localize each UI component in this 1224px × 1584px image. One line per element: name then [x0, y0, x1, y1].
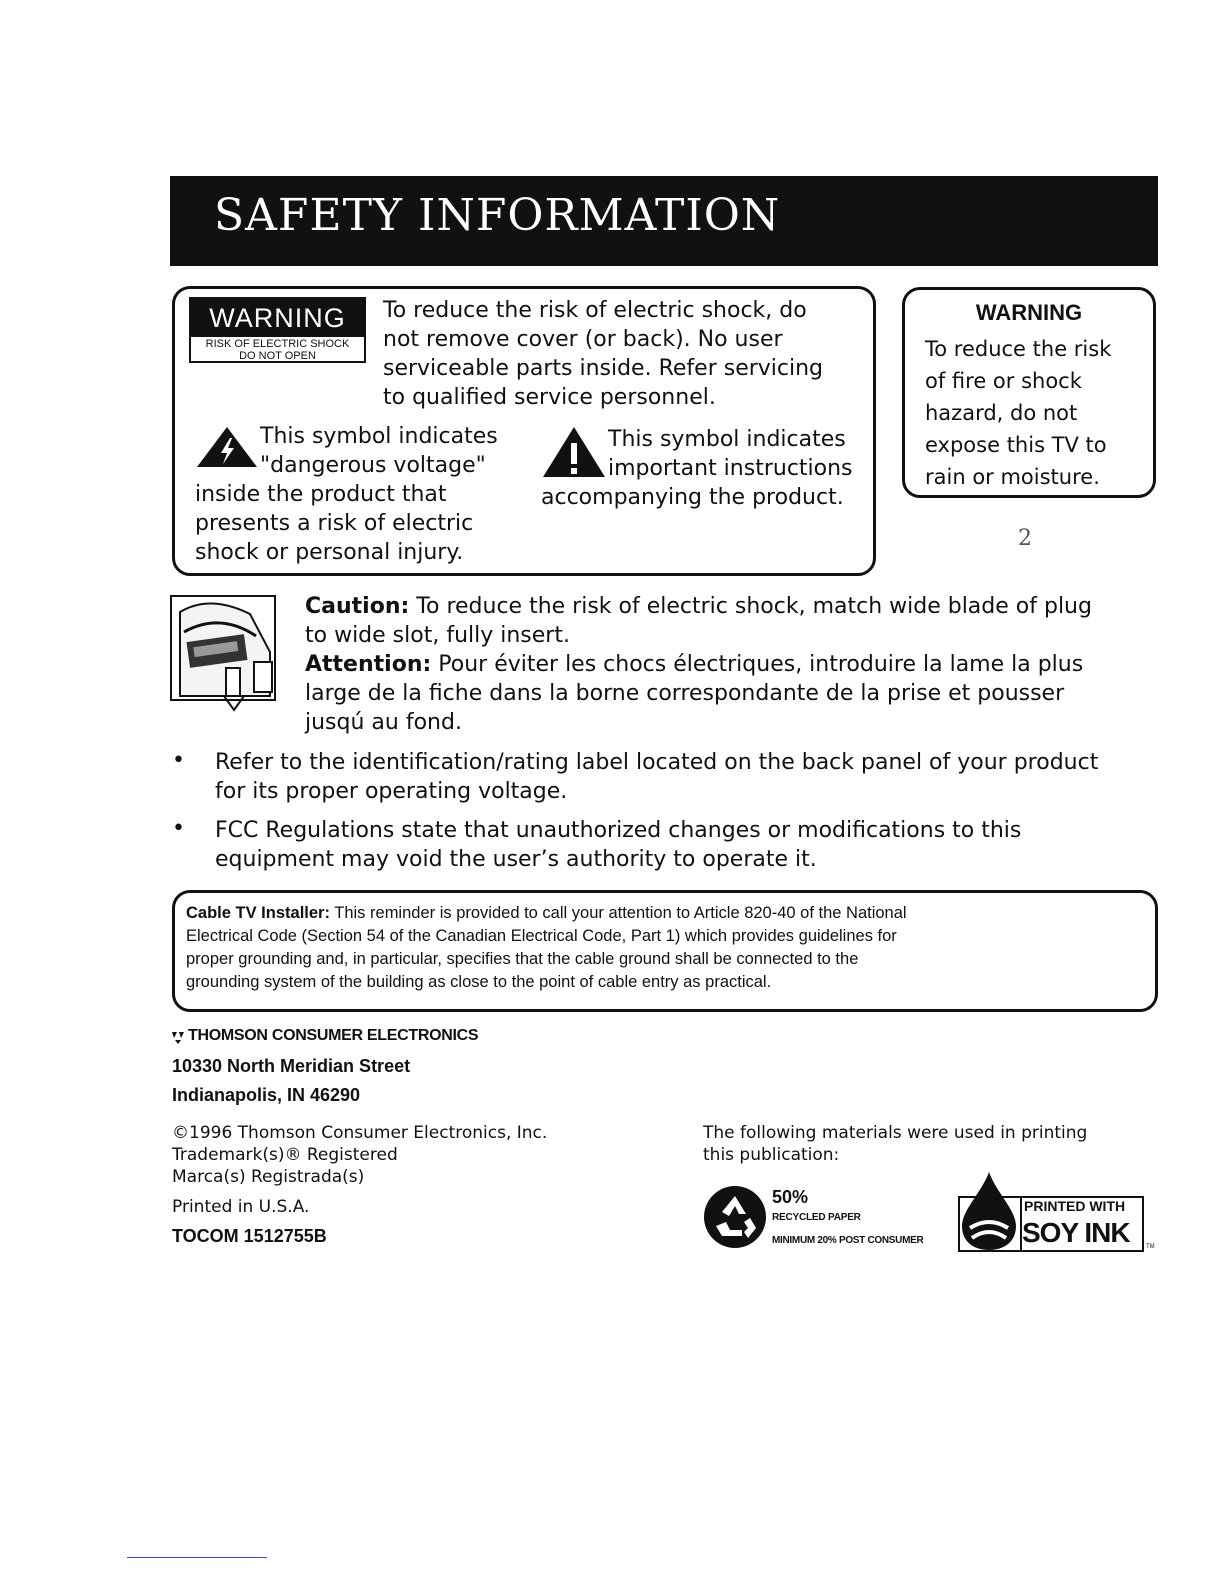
bullet-text: FCC Regulations state that unauthorized changes or modifications to this: [215, 818, 1022, 843]
soy-trademark: TM: [1146, 1244, 1155, 1250]
attention-label: Attention:: [305, 652, 432, 677]
voltage-symbol-line: inside the product that: [195, 482, 447, 507]
voltage-symbol-line: shock or personal injury.: [195, 540, 464, 565]
caution-text: to wide slot, fully insert.: [305, 623, 570, 648]
voltage-symbol-line: presents a risk of electric: [195, 511, 474, 536]
side-warning-line: hazard, do not: [925, 401, 1078, 425]
bullet-text: equipment may void the user’s authority to operate it.: [215, 847, 817, 872]
bottom-rule: [127, 1557, 267, 1558]
polarized-plug-icon: [170, 592, 294, 712]
recycled-minimum-label: MINIMUM 20% POST CONSUMER: [772, 1235, 924, 1246]
caution-block: [305, 592, 1092, 737]
cable-installer-line: proper grounding and, in particular, specifies that the cable ground shall be connected to the: [186, 950, 859, 968]
warning-label-line1: RISK OF ELECTRIC SHOCK: [205, 338, 350, 350]
recycled-paper-label: RECYCLED PAPER: [772, 1212, 861, 1223]
company-street: 10330 North Meridian Street: [172, 1056, 411, 1076]
side-warning-line: expose this TV to: [925, 433, 1107, 457]
soy-ink-drop-icon: [956, 1170, 1022, 1252]
caution-text: To reduce the risk of electric shock, match wide blade of plug: [416, 594, 1092, 619]
company-name: THOMSON CONSUMER ELECTRONICS: [188, 1027, 479, 1044]
printed-in-text: Printed in U.S.A.: [172, 1197, 310, 1217]
warning-label-title: WARNING: [191, 299, 364, 337]
exclamation-icon: [542, 426, 606, 478]
cable-installer-line: grounding system of the building as close to the point of cable entry as practical.: [186, 973, 772, 991]
instructions-symbol-line: accompanying the product.: [541, 485, 844, 510]
warning-text: [383, 296, 823, 412]
warning-text-line: not remove cover (or back). No user: [383, 327, 783, 352]
page-mark: 2: [1018, 526, 1032, 551]
warning-label: [189, 297, 366, 363]
recycled-percent: 50%: [772, 1187, 809, 1207]
cable-installer-line: Electrical Code (Section 54 of the Canadian Electrical Code, Part 1) which provides guidelines for: [186, 927, 897, 945]
materials-line: this publication:: [703, 1145, 840, 1165]
materials-line: The following materials were used in printing: [703, 1123, 1088, 1143]
side-warning-line: rain or moisture.: [925, 465, 1100, 489]
attention-text: large de la fiche dans la borne correspondante de la prise et pousser: [305, 681, 1065, 706]
trademark-text: Trademark(s)® Registered: [172, 1145, 398, 1165]
caution-label: Caution:: [305, 594, 410, 619]
bullet-text: Refer to the identification/rating label located on the back panel of your product: [215, 750, 1099, 775]
company-address: [172, 1052, 410, 1110]
company-city: Indianapolis, IN 46290: [172, 1085, 361, 1105]
soy-ink-label: SOY INK: [1022, 1217, 1130, 1248]
warning-text-line: To reduce the risk of electric shock, do: [383, 298, 807, 323]
marca-text: Marca(s) Registrada(s): [172, 1167, 365, 1187]
voltage-symbol-text-a: [260, 422, 498, 480]
bullet-item: [215, 816, 1021, 874]
thomson-logo-icon: [170, 1029, 186, 1045]
warning-label-line2: DO NOT OPEN: [239, 350, 316, 362]
bullet-icon: •: [172, 816, 185, 841]
side-warning-line: To reduce the risk: [925, 337, 1112, 361]
warning-text-line: to qualified service personnel.: [383, 385, 716, 410]
legal-block: [172, 1122, 547, 1188]
page-title: SAFETY INFORMATION: [214, 190, 781, 241]
side-warning-line: of fire or shock: [925, 369, 1082, 393]
header-bar: [170, 176, 1158, 266]
warning-text-line: serviceable parts inside. Refer servicing: [383, 356, 824, 381]
bullet-icon: •: [172, 748, 185, 773]
cable-installer-line: This reminder is provided to call your attention to Article 820-40 of the National: [334, 904, 907, 922]
cable-installer-text: [186, 902, 907, 994]
soy-printed-with: PRINTED WITH: [1024, 1198, 1126, 1214]
side-warning-title: WARNING: [975, 300, 1083, 325]
copyright-text: ©1996 Thomson Consumer Electronics, Inc.: [172, 1123, 548, 1143]
bullet-item: [215, 748, 1098, 806]
attention-text: Pour éviter les chocs électriques, introduire la lame la plus: [438, 652, 1084, 677]
document-code: TOCOM 1512755B: [172, 1226, 327, 1246]
instructions-symbol-text-a: [608, 425, 853, 483]
instructions-symbol-line: important instructions: [608, 456, 853, 481]
cable-installer-label: Cable TV Installer:: [186, 904, 330, 922]
instructions-symbol-line: This symbol indicates: [608, 427, 846, 452]
side-warning-text: [925, 333, 1111, 493]
recycle-icon: [702, 1184, 768, 1250]
dangerous-voltage-icon: [196, 426, 258, 468]
voltage-symbol-text-b: [195, 480, 473, 567]
voltage-symbol-line: "dangerous voltage": [260, 453, 486, 478]
attention-text: jusqú au fond.: [305, 710, 462, 735]
voltage-symbol-line: This symbol indicates: [260, 424, 498, 449]
materials-text: [703, 1122, 1087, 1166]
bullet-text: for its proper operating voltage.: [215, 779, 568, 804]
